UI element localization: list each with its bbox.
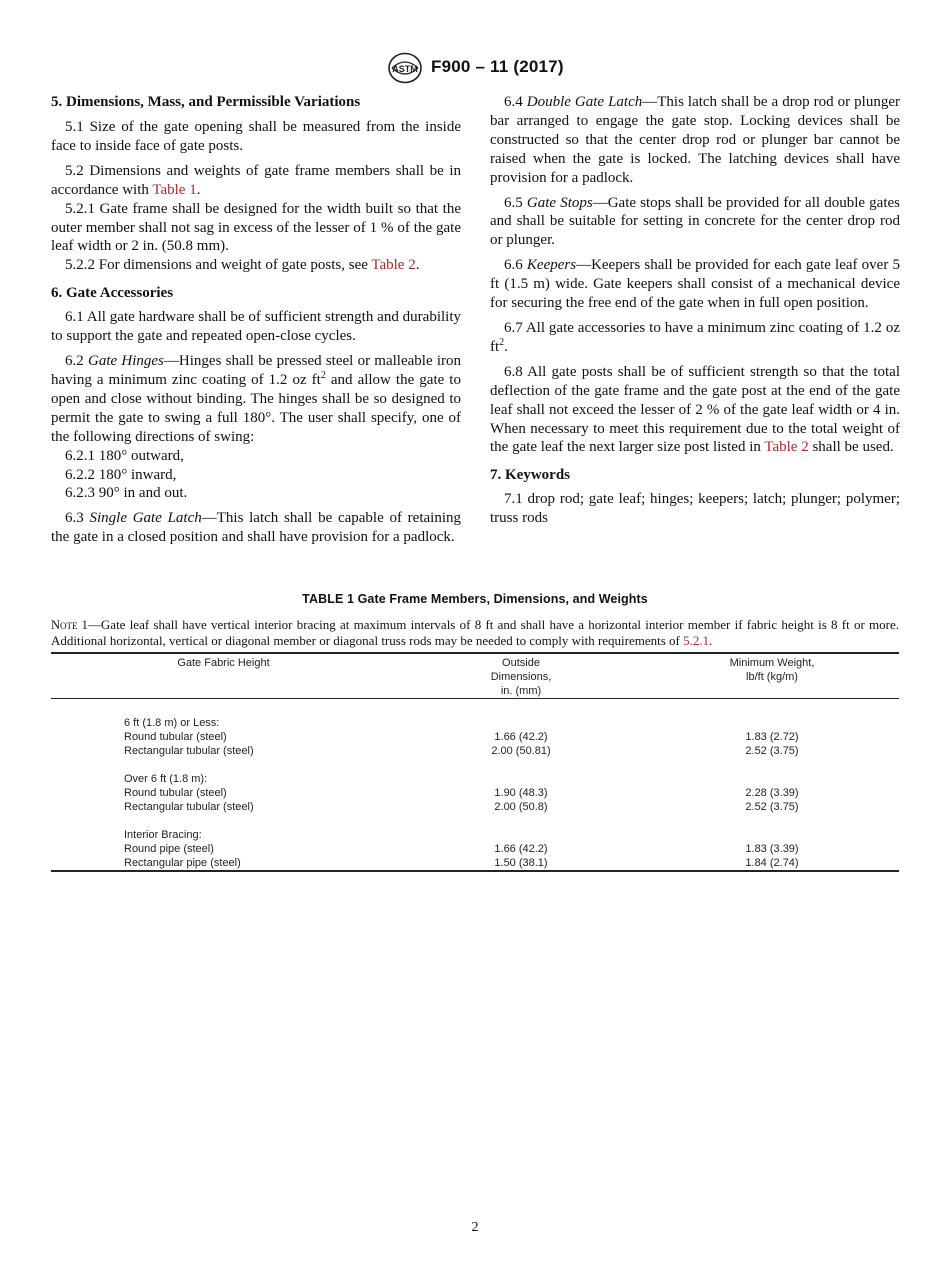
table-header-rule — [51, 698, 899, 699]
table-row: Round pipe (steel) 1.66 (42.2) 1.83 (3.39) — [124, 843, 799, 855]
document-designation: F900 – 11 (2017) — [431, 57, 564, 76]
paragraph-6-1: 6.1 All gate hardware shall be of sufficient strength and durability to support the gate and repeated open-close cycles. — [51, 309, 461, 345]
astm-logo-icon — [387, 52, 423, 84]
column-header-minimum-weight: Minimum Weight, lb/ft (kg/m) — [729, 657, 815, 683]
paragraph-6-2-3: 6.2.3 90° in and out. — [65, 485, 188, 502]
page-number: 2 — [471, 1220, 479, 1235]
paragraph-5-2-1: 5.2.1 Gate frame shall be designed for the width built so that the outer member shall not sag in excess of the lesser of 1 % of the gate leaf width or 2 in. (50.8 mm). — [51, 200, 461, 255]
table-1-note: Note 1—Gate leaf shall have vertical interior bracing at maximum intervals of 8 ft and shall have a horizontal interior member if fabric height is 8 ft or more. Additional horizontal, vertical or diagonal member or diagonal truss rods may be needed to comply with requirements of 5.2.1. — [51, 617, 899, 648]
paragraph-6-2-2: 6.2.2 180° inward, — [65, 466, 177, 483]
section-6-heading: 6. Gate Accessories — [51, 285, 174, 302]
table-1-link[interactable]: Table 1 — [152, 181, 197, 198]
section-5-2-1-link[interactable]: 5.2.1 — [683, 633, 710, 648]
paragraph-6-2-1: 6.2.1 180° outward, — [65, 447, 184, 464]
column-header-outside-dimensions: Outside Dimensions, in. (mm) — [490, 657, 552, 697]
column-header-fabric-height: Gate Fabric Height — [177, 657, 270, 669]
paragraph-6-3: 6.3 Single Gate Latch—This latch shall be capable of retaining the gate in a closed position and shall have provision for a padlock. — [51, 510, 461, 546]
svg-text:ASTM: ASTM — [392, 64, 418, 74]
table-row: Rectangular pipe (steel) 1.50 (38.1) 1.84 (2.74) — [124, 857, 799, 869]
paragraph-6-7: 6.7 All gate accessories to have a minimum zinc coating of 1.2 oz $ft^2$. — [490, 319, 900, 355]
paragraph-6-4: 6.4 Double Gate Latch—This latch shall be a drop rod or plunger bar arranged to engage the gate stop. Locking devices shall be constructed so that the center drop rod or plunger bar cannot be raised when the gate is locked. The latching devices shall have provision for a padlock. — [490, 94, 900, 186]
paragraph-6-6: 6.6 Keepers—Keepers shall be provided for each gate leaf over 5 ft (1.5 m) wide. Gate keepers shall consist of a mechanical device for securing the free end of the gate when in full open position. — [490, 257, 900, 312]
table-2-link[interactable]: Table 2 — [371, 257, 416, 274]
paragraph-6-5: 6.5 Gate Stops—Gate stops shall be provided for all double gates and shall be suitable for setting in concrete for the center drop rod or plunger. — [490, 194, 900, 249]
paragraph-5-1: 5.1 Size of the gate opening shall be measured from the inside face to inside face of gate posts. — [51, 119, 461, 154]
table-row: Round tubular (steel) 1.66 (42.2) 1.83 (2.72) — [124, 731, 799, 743]
paragraph-6-8: 6.8 All gate posts shall be of sufficient strength so that the total deflection of the gate frame and the gate post at the end of the gate leaf shall not exceed the lesser of 2 % of the gate leaf width or 4 in. When necessary to meet this requirement due to the total weight of the gate leaf the next larger size post listed in Table 2 shall be used. — [490, 363, 900, 456]
section-5-heading: 5. Dimensions, Mass, and Permissible Variations — [51, 94, 361, 110]
page-header — [0, 52, 950, 88]
table-row: Rectangular tubular (steel) 2.00 (50.8) 2.52 (3.75) — [124, 801, 799, 813]
section-7-heading: 7. Keywords — [490, 467, 570, 484]
table-row: Over 6 ft (1.8 m): — [124, 773, 208, 785]
right-column — [490, 93, 900, 528]
paragraph-7-1: 7.1 drop rod; gate leaf; hinges; keepers; latch; plunger; polymer; truss rods — [490, 491, 900, 527]
table-bottom-rule — [51, 870, 899, 872]
table-2-link[interactable]: Table 2 — [764, 439, 809, 456]
table-row: 6 ft (1.8 m) or Less: — [124, 717, 220, 729]
table-row: Rectangular tubular (steel) 2.00 (50.81) 2.52 (3.75) — [124, 745, 799, 757]
table-row: Round tubular (steel) 1.90 (48.3) 2.28 (3.39) — [124, 787, 799, 799]
table-1-title: TABLE 1 Gate Frame Members, Dimensions, and Weights — [302, 592, 648, 606]
paragraph-5-2: 5.2 Dimensions and weights of gate frame members shall be in accordance with Table 1. — [51, 162, 461, 198]
paragraph-6-2: 6.2 Gate Hinges—Hinges shall be pressed steel or malleable iron having a minimum zinc coating of 1.2 oz $ft^2$ and allow the gate to open and close without binding. The hinges shall be so designed to permit the gate to swing a full 180°. The user shall specify, one of the following directions of swing: — [51, 353, 462, 445]
paragraph-5-2-2: 5.2.2 For dimensions and weight of gate posts, see Table 2. — [65, 257, 420, 274]
table-top-rule — [51, 652, 899, 654]
table-row: Interior Bracing: — [124, 829, 202, 841]
left-column — [51, 93, 461, 547]
